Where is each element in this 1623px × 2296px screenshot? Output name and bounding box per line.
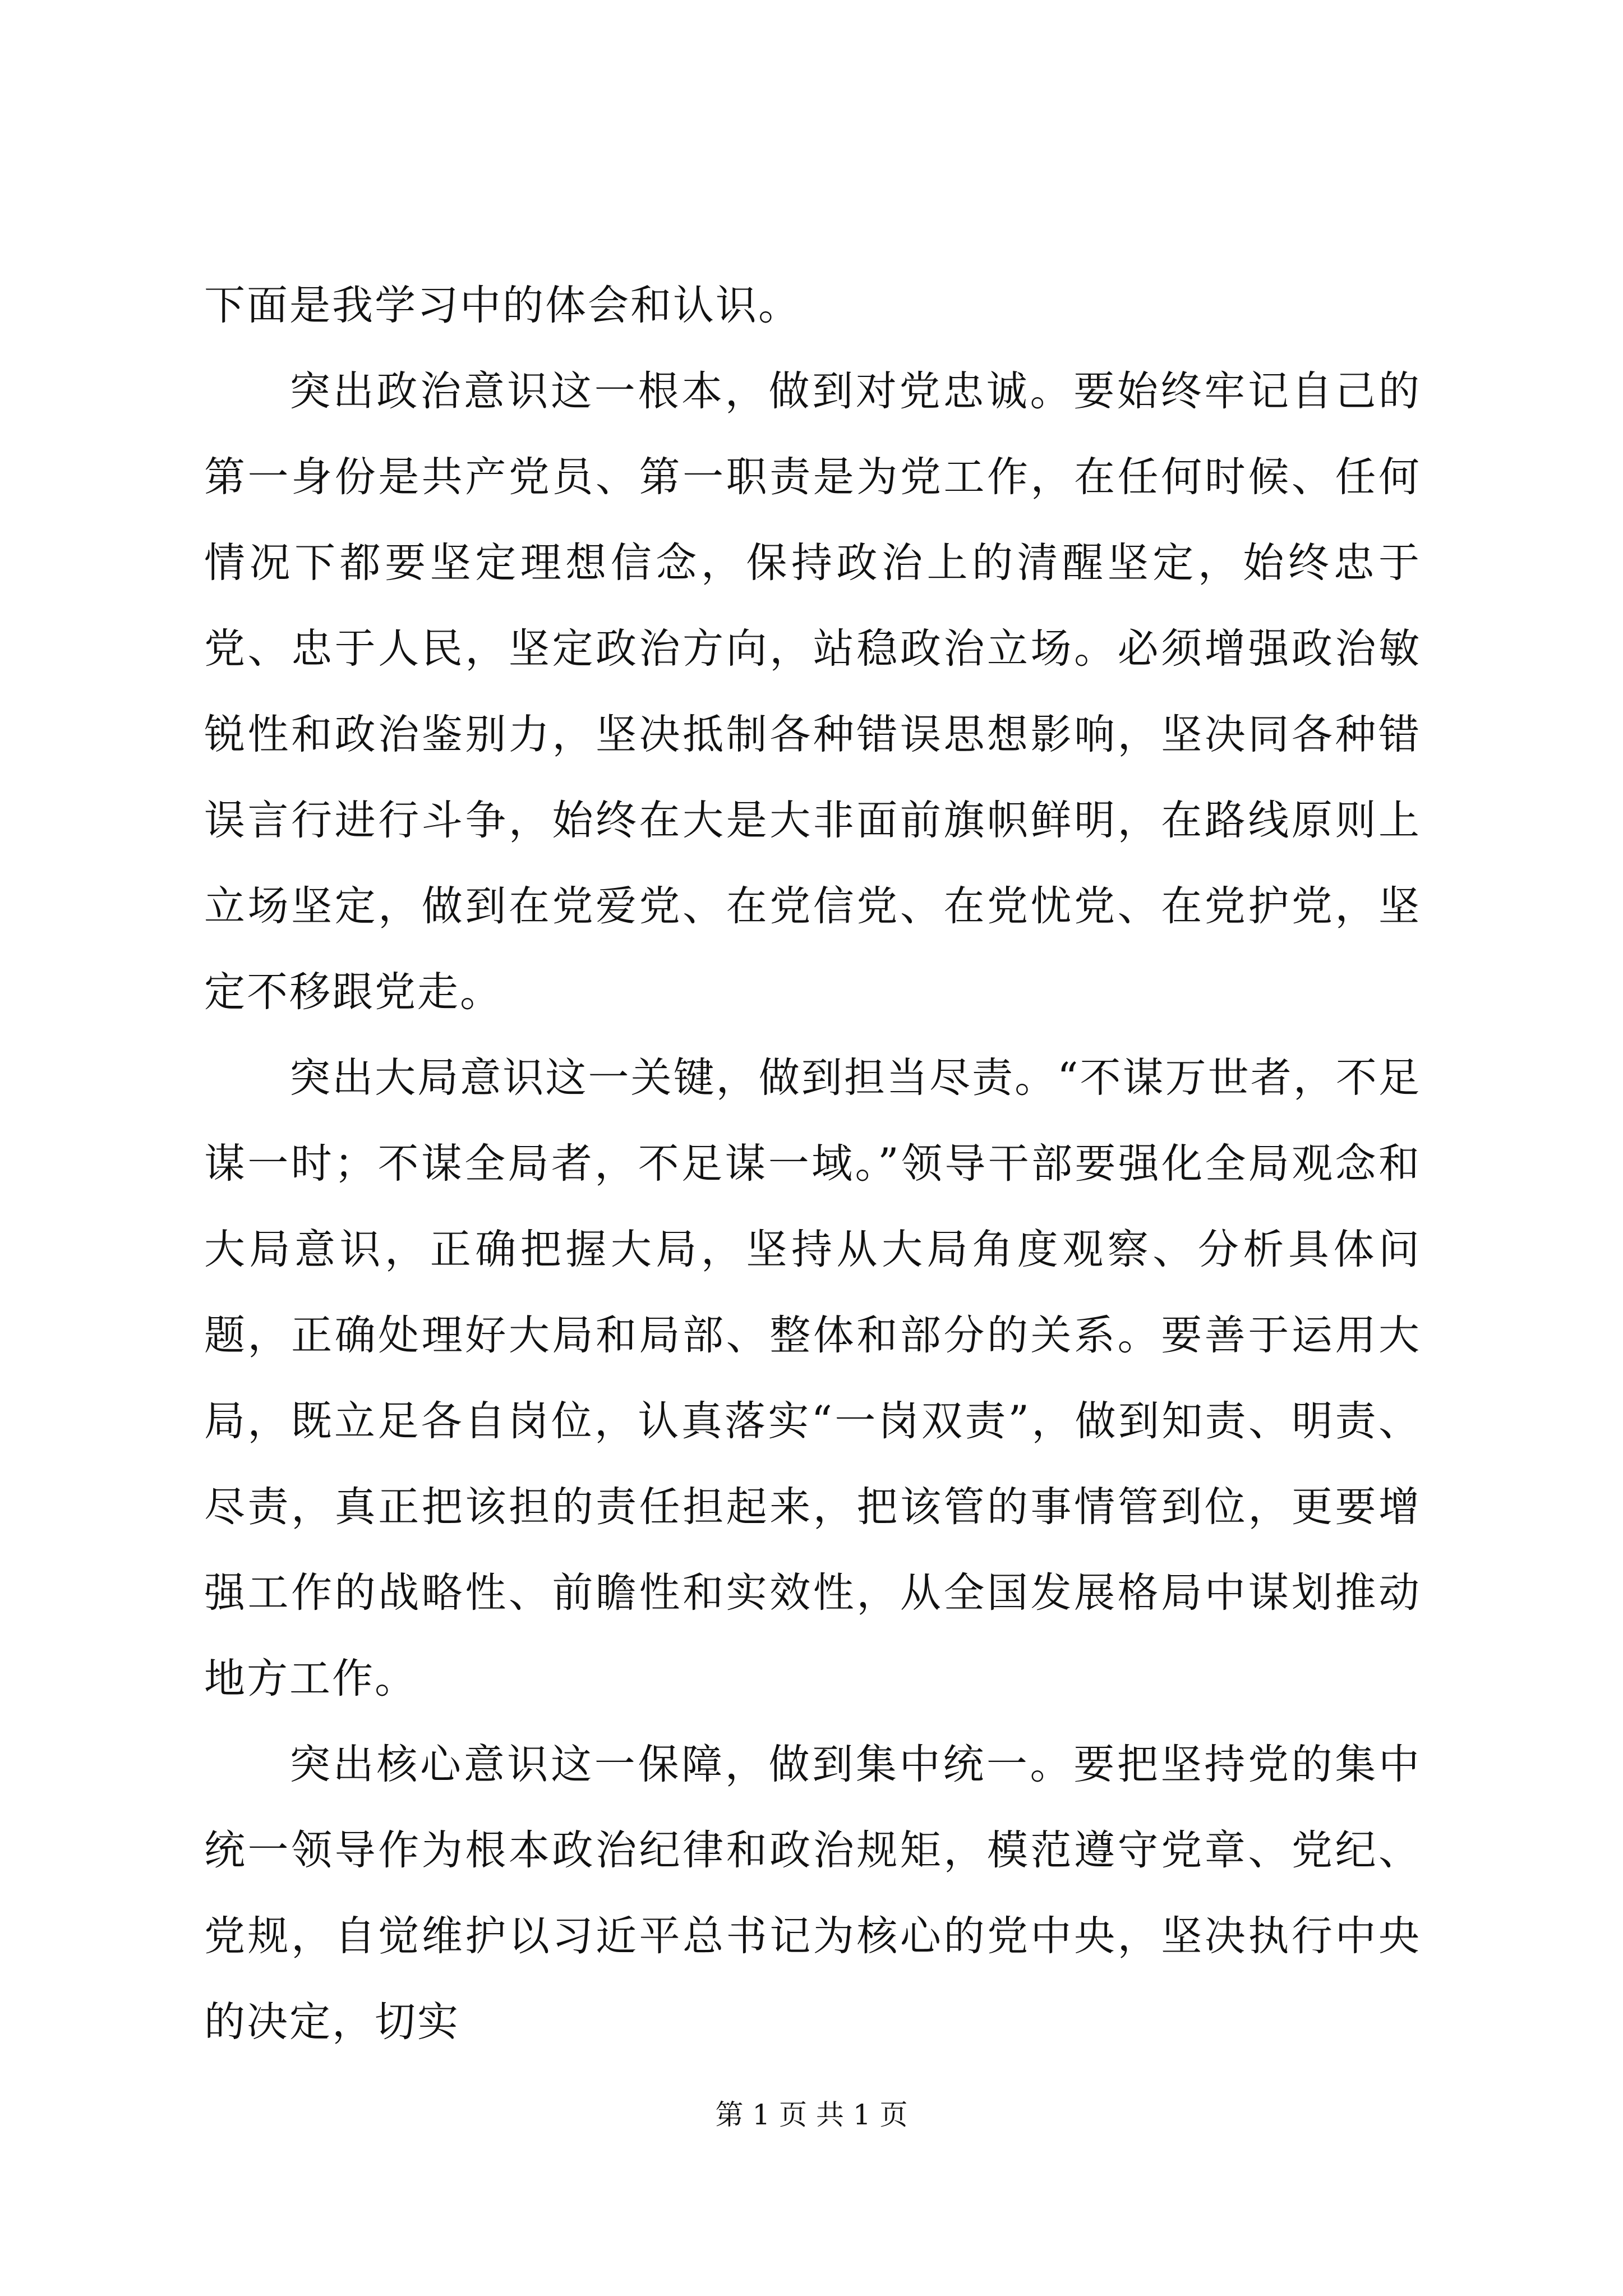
document-body xyxy=(204,263,1421,2065)
paragraph-intro: 下面是我学习中的体会和认识。 xyxy=(204,282,801,329)
paragraph-political-awareness: 突出政治意识这一根本，做到对党忠诚。要始终牢记自己的第一身份是共产党员、第一职责是为党工作，在任何时候、任何情况下都要坚定理想信念，保持政治上的清醒坚定，始终忠于党、忠于人民，坚定政治方向，站稳政治立场。必须增强政治敏锐性和政治鉴别力，坚决抵制各种错误思想影响，坚决同各种错误言行进行斗争，始终在大是大非面前旗帜鲜明，在路线原则上立场坚定，做到在党爱党、在党信党、在党忧党、在党护党，坚定不移跟党走。 xyxy=(204,367,1421,1016)
paragraph-core-awareness: 突出核心意识这一保障，做到集中统一。要把坚持党的集中统一领导作为根本政治纪律和政治规矩，模范遵守党章、党纪、党规，自觉维护以习近平总书记为核心的党中央，坚决执行中央的决定，切实 xyxy=(204,1741,1421,2046)
paragraph-overall-awareness: 突出大局意识这一关键，做到担当尽责。“不谋万世者，不足谋一时；不谋全局者，不足谋一域。”领导干部要强化全局观念和大局意识，正确把握大局，坚持从大局角度观察、分析具体问题，正确处理好大局和局部、整体和部分的关系。要善于运用大局，既立足各自岗位，认真落实“一岗双责”，做到知责、明责、尽责，真正把该担的责任担起来，把该管的事情管到位，更要增强工作的战略性、前瞻性和实效性，从全国发展格局中谋划推动地方工作。 xyxy=(204,1054,1421,1703)
page-number-footer: 第 1 页 共 1 页 xyxy=(715,2099,908,2131)
